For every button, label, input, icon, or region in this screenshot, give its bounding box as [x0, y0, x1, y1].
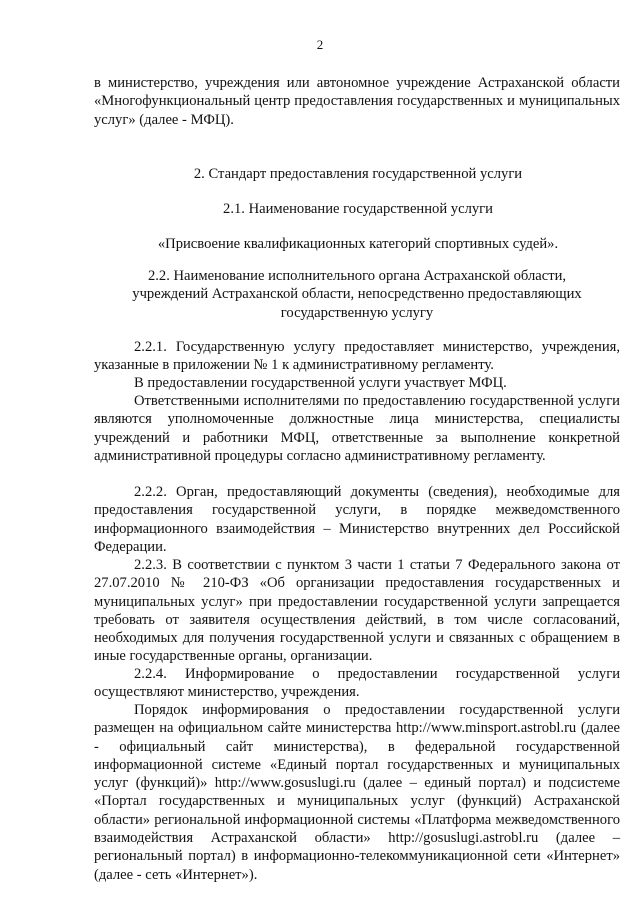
- subsection-heading-line-1: 2.2. Наименование исполнительного органа Астраханской области,: [147, 268, 567, 284]
- intro-paragraph: в министерство, учреждения или автономное учреждение Астраханской области «Многофункциональный центр предоставления государственных и муниципальных услуг» (далее - МФЦ).: [94, 75, 620, 128]
- subsection-heading-2-1: 2.1. Наименование государственной услуги: [223, 201, 493, 217]
- page-number: 2: [316, 37, 324, 52]
- paragraph-2-2-3: 2.2.3. В соответствии с пунктом 3 части 1 статьи 7 Федерального закона от 27.07.2010 № 210-ФЗ «Об организации предоставления государственных и муниципальных услуг» при предоставлении государственной услуги запрещается требовать от заявителя осуществления действий, в том числе согласований, необходимых для получения государственной услуги и связанных с обращением в иные государственные органы, организации.: [94, 557, 620, 665]
- paragraph-responsible-executors: Ответственными исполнителями по предоставлению государственной услуги являются уполномоченные должностные лица министерства, специалисты учреждений и работники МФЦ, ответственные за выполнение конкретной административной процедуры согласно административному регламенту.: [94, 393, 620, 464]
- subsection-heading-line-3: государственную услугу: [280, 304, 434, 321]
- service-name: «Присвоение квалификационных категорий спортивных судей».: [157, 236, 559, 252]
- subsection-heading-line-2: учреждений Астраханской области, непосредственно предоставляющих: [132, 286, 582, 303]
- paragraph-mfc-participation: В предоставлении государственной услуги участвует МФЦ.: [134, 375, 507, 391]
- subsection-heading-2-2: [94, 267, 620, 322]
- paragraph-2-2-2: 2.2.2. Орган, предоставляющий документы (сведения), необходимые для предоставления государственной услуги, в порядке межведомственного информационного взаимодействия – Министерство внутренних дел Российской Федерации.: [94, 484, 620, 555]
- paragraph-2-2-4: 2.2.4. Информирование о предоставлении государственной услуги осуществляют министерство, учреждения.: [94, 666, 620, 701]
- paragraph-2-2-1: 2.2.1. Государственную услугу предоставляет министерство, учреждения, указанные в приложении № 1 к административному регламенту.: [94, 339, 620, 374]
- paragraph-information-procedure: Порядок информирования о предоставлении государственной услуги размещен на официальном сайте министерства http://www.minsport.astrobl.ru (далее - официальный сайт министерства), в федеральной государственной информационной системе «Единый портал государственных и муниципальных услуг (функций)» http://www.gosuslugi.ru (далее – единый портал) и подсистеме «Портал государственных и муниципальных услуг (функций) Астраханской области» региональной информационной системы «Платформа межведомственного взаимодействия Астраханской области» http://gosuslugi.astrobl.ru (далее – региональный портал) в информационно-телекоммуникационной сети «Интернет» (далее - сеть «Интернет»).: [94, 702, 620, 883]
- section-heading: 2. Стандарт предоставления государственной услуги: [193, 166, 523, 182]
